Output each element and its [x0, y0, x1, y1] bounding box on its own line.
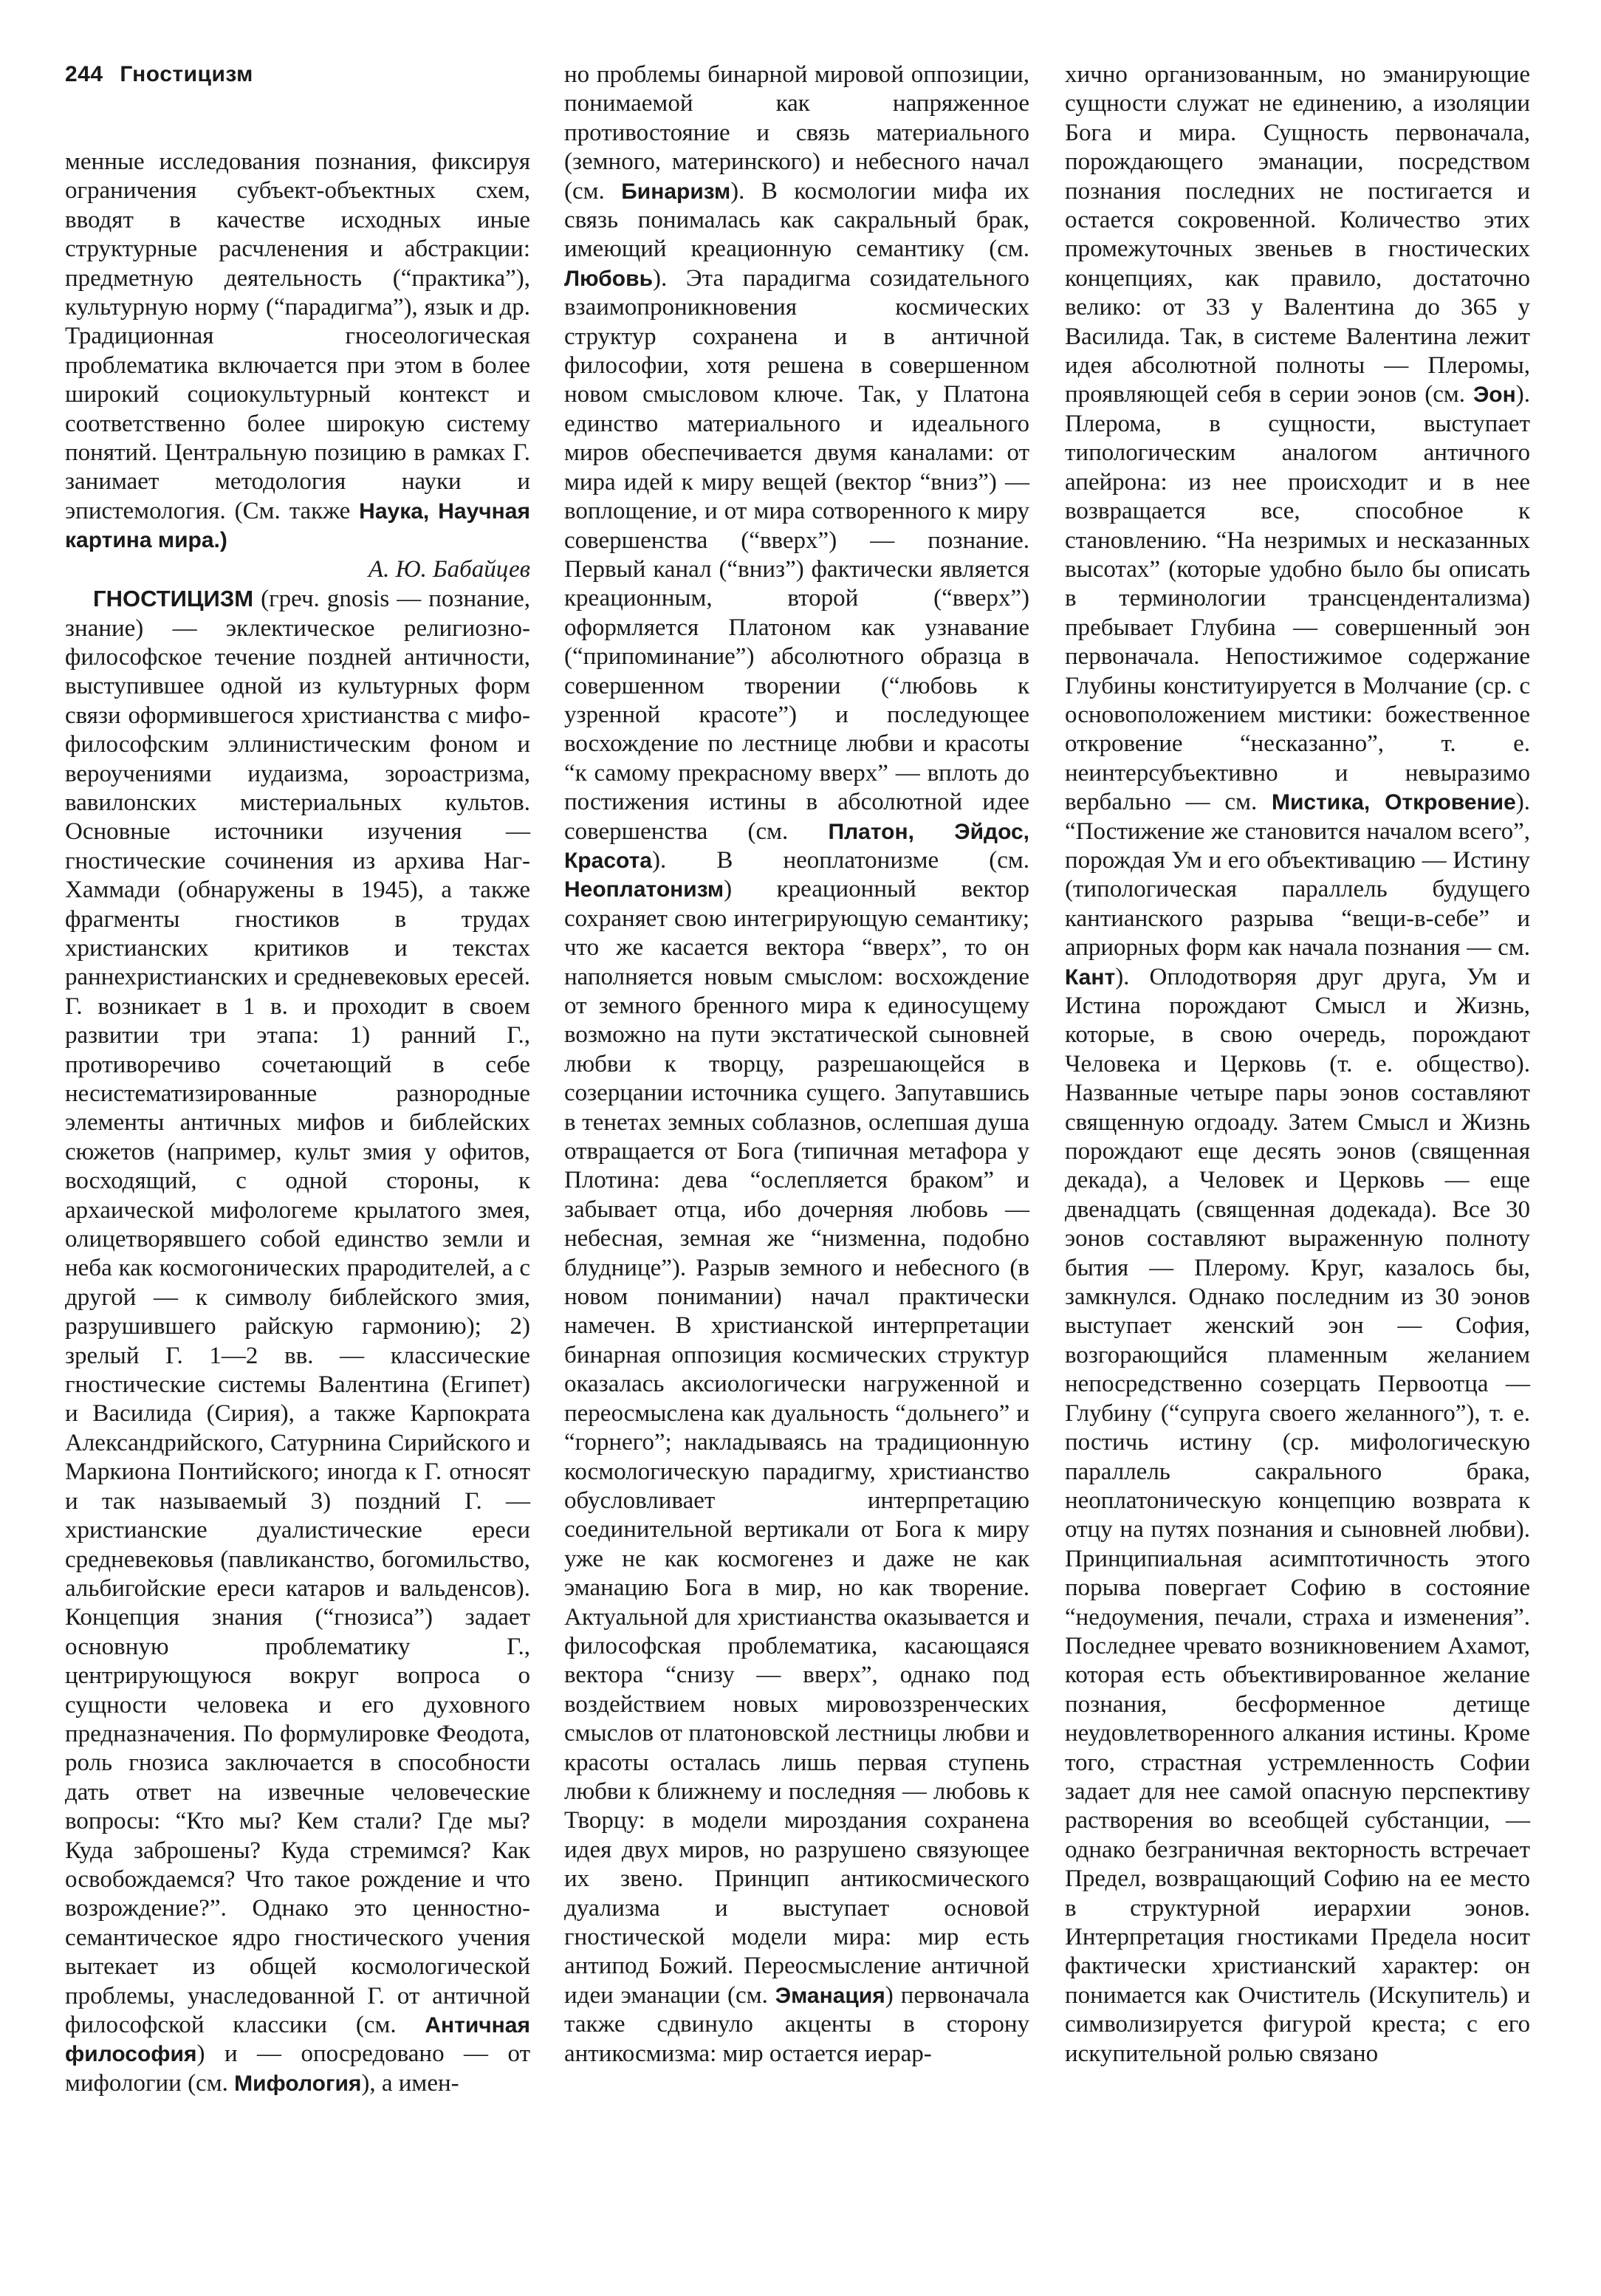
text-run: ). Плерома, в сущности, выступает типологическим аналогом античного апейрона: из нее происходит и в нее возвращается все, способное к становлению. “На незримых и несказанных высотах” (которые удобно было бы описать в терминологии трансцендентализма) пребывает Глубина — совершенный эон первоначала. Непостижимое содержание Глубины конституируется в Молчание (ср. с основоположением мистики: божественное откровение “несказанно”, т. е. неинтерсубъективно и невыразимо вербально — см.: [1065, 381, 1531, 816]
text-run: (греч. gnosis — познание, знание) — эклектическое религиозно-философское течение поздней античности, выступившее одной из культурных форм связи оформившегося христианства с мифо-философским эллинистическим фоном и вероучениями иудаизма, зороастризма, вавилонских мистериальных культов. Основные источники изучения — гностические сочинения из архива Наг-Хаммади (обнаружены в 1945), а также фрагменты гностиков в трудах христианских критиков и текстах раннехристианских и средневековых ересей. Г. возникает в 1 в. и проходит в своем развитии три этапа: 1) ранний Г., противоречиво сочетающий в себе несистематизированные разнородные элементы античных мифов и библейских сюжетов (например, культ змия у офитов, восходящий, с одной стороны, к архаической мифологеме крылатого змея, олицетворявшего собой единство земли и неба как космогонических прародителей, а с другой — к символу библейского змия, разрушившего райскую гармонию); 2) зрелый Г. 1—2 вв. — классические гностические системы Валентина (Египет) и Василида (Сирия), а также Карпократа Александрийского, Сатурнина Сирийского и Маркиона Понтийского; иногда к Г. относят и так называемый 3) поздний Г. — христианские дуалистические ереси средневековья (павликанство, богомильство, альбигойские ереси катаров и вальденсов). Концепция знания (“гнозиса”) задает основную проблематику Г., центрирующуюся вокруг вопроса о сущности человека и его духовного предназначения. По формулировке Феодота, роль гнозиса заключается в способности дать ответ на извечные человеческие вопросы: “Кто мы? Кем стали? Где мы? Куда заброшены? Куда стремимся? Как освобождаемся? Что такое рождение и что возрождение?”. Однако это ценностно-семантическое ядро гностического учения вытекает из общей космологической проблемы, унаследованной Г. от античной философской классики (см.: [65, 586, 530, 2038]
column-1: [65, 148, 530, 2098]
cross-reference: Кант: [1065, 964, 1116, 990]
column-3: [1065, 61, 1530, 2069]
author-signature: А. Ю. Бабайцев: [368, 555, 530, 583]
text-run: ) первоначала также сдвинуло акценты в сторону антикосмизма: мир остается иерар-: [564, 1981, 1029, 2067]
entry-gnosticism: [65, 584, 530, 2098]
text-run: ). Эта парадигма созидательного взаимопроникновения космических структур сохранена и в античной философии, хотя решена в совершенном новом смысловом ключе. Так, у Платона единство материального и идеального миров обеспечивается двумя каналами: от мира идей к миру вещей (вектор “вниз”) — воплощение, и от мира сотворенного к миру совершенства (“вверх”) — познание. Первый канал (“вниз”) фактически является креационным, второй (“вверх”) оформляется Платоном как узнавание (“припоминание”) абсолютного образца в совершенном творении (“любовь к узренной красоте”) и последующее восхождение по лестнице любви и красоты “к самому прекрасному вверх” — вплоть до постижения истины в абсолютной идее совершенства (см.: [564, 264, 1029, 845]
cross-reference: Платон, Эйдос, Красота: [564, 819, 1030, 873]
running-title: Гностицизм: [120, 62, 253, 86]
text-run: ). В космологии мифа их связь понималась как сакральный брак, имеющий креационную семантику (см.: [564, 177, 1029, 263]
cross-reference: Мистика, Откровение: [1271, 790, 1516, 815]
text-run: хично организованным, но эманирующие сущности служат не единению, а изоляции Бога и мира. Сущность первоначала, порождающего эманации, посредством познания последних не постигается и остается сокровенной. Количество этих промежуточных звеньев в гностических концепциях, как правило, достаточно велико: от 33 у Валентина до 365 у Василида. Так, в системе Валентина лежит идея абсолютной полноты — Плеромы, проявляющей себя в серии эонов (см.: [1065, 61, 1530, 408]
entry-term: ГНОСТИЦИЗМ: [93, 586, 254, 612]
text-run: менные исследования познания, фиксируя ограничения субъект-объектных схем, вводят в качестве исходных иные структурные расчленения и абстракции: предметную деятельность (“практика”), культурную норму (“парадигма”), язык и др. Традиционная гносеологическая проблематика включается при этом в более широкий социокультурный контекст и соответственно более широкую систему понятий. Центральную позицию в рамках Г. занимает методология науки и эпистемология. (См. также: [65, 148, 530, 524]
page-number: 244: [65, 62, 103, 86]
text-run: ). В неоплатонизме (см.: [651, 846, 1029, 874]
cross-reference: Античная философия: [65, 2013, 530, 2067]
cross-reference: Эон: [1473, 383, 1516, 408]
text-run: ) креационный вектор сохраняет свою интегрирующую семантику; что же касается вектора “вверх”, то он наполняется новым смыслом: восхождение от земного бренного мира к единосущему возможно на пути экстатической сыновней любви к творцу, разрешающейся в созерцании источника сущего. Запутавшись в тенетах земных соблазнов, ослепшая душа отвращается от Бога (типичная метафора у Плотина: дева “ослепляется браком” и забывает отца, ибо дочерняя любовь — небесная, земная же “низменна, подобно блуднице”). Разрыв земного и небесного (в новом понимании) начал практически намечен. В христианской интерпретации бинарная оппозиция космических структур оказалась аксиологически нагруженной и переосмыслена как дуальность “дольнего” и “горнего”; накладываясь на традиционную космологическую парадигму, христианство обусловливает интерпретацию соединительной вертикали от Бога к миру уже не как космогенез и даже не как эманацию Бога в мир, но как творение. Актуальной для христианства оказывается и философская проблематика, касающаяся вектора “снизу — вверх”, однако под воздействием новых мировоззренческих смыслов от платоновской лестницы любви и красоты осталась лишь первая ступень любви к ближнему и последняя — любовь к Творцу: в модели мироздания сохранена идея двух миров, но разрушено связующее их звено. Принцип антикосмического дуализма и выступает основой гностической модели мира: мир есть антипод Божий. Переосмысление античной идеи эманации (см.: [564, 876, 1029, 2009]
cross-reference: Наука, Научная картина мира.): [65, 498, 530, 553]
text-run: но проблемы бинарной мировой оппозиции, понимаемой как напряженное противостояние и связь материального (земного, материнского) и небесного начал (см.: [564, 61, 1029, 205]
text-run: ). “Постижение же становится началом всего”, порождая Ум и его объективацию — Истину (типологическая параллель будущего кантианского разрыва “вещи-в-себе” и априорных форм как начала познания — см.: [1065, 789, 1531, 962]
text-run: ), а имен-: [361, 2069, 459, 2097]
cross-reference: Любовь: [564, 266, 654, 291]
cross-reference: Мифология: [234, 2071, 362, 2096]
cross-reference: Неоплатонизм: [564, 877, 724, 902]
paragraph-continuation: [65, 148, 530, 555]
cross-reference: Бинаризм: [621, 179, 731, 204]
column-2: [564, 61, 1029, 2069]
text-run: ) и — опосредовано — от мифологии (см.: [65, 2040, 530, 2097]
cross-reference: Эманация: [775, 1983, 885, 2008]
paragraph: [564, 61, 1029, 2069]
running-header: [65, 62, 253, 87]
paragraph: [1065, 61, 1530, 2069]
text-run: ). Оплодотворяя друг друга, Ум и Истина порождают Смысл и Жизнь, которые, в свою очередь, порождают Человека и Церковь (т. е. общество). Названные четыре пары эонов составляют священную огдоаду. Затем Смысл и Жизнь порождают еще десять эонов (священная декада), а Человек и Церковь — еще двенадцать (священная додекада). Все 30 эонов составляют выраженную полноту бытия — Плерому. Круг, казалось бы, замкнулся. Однако последним из 30 эонов выступает женский эон — София, возгорающийся пламенным желанием непосредственно созерцать Первоотца — Глубину (“супруга своего желанного”), т. е. постичь истину (ср. мифологическую параллель сакрального брака, неоплатоническую концепцию возврата к отцу на путях познания и сыновней любви). Принципиальная асимптотичность этого порыва повергает Софию в состояние “недоумения, печали, страха и изменения”. Последнее чревато возникновением Ахамот, которая есть объективированное желание познания, бесформенное детище неудовлетворенного алкания истины. Кроме того, страстная устремленность Софии задает для нее самой опасную перспективу растворения во всеобщей субстанции, — однако безграничная векторность встречает Предел, возвращающий Софию на ее место в структурной иерархии эонов. Интерпретация гностиками Предела носит фактически христианский характер: он понимается как Очиститель (Искупитель) и символизируется фигурой креста; с его искупительной ролью связано: [1065, 963, 1530, 2067]
